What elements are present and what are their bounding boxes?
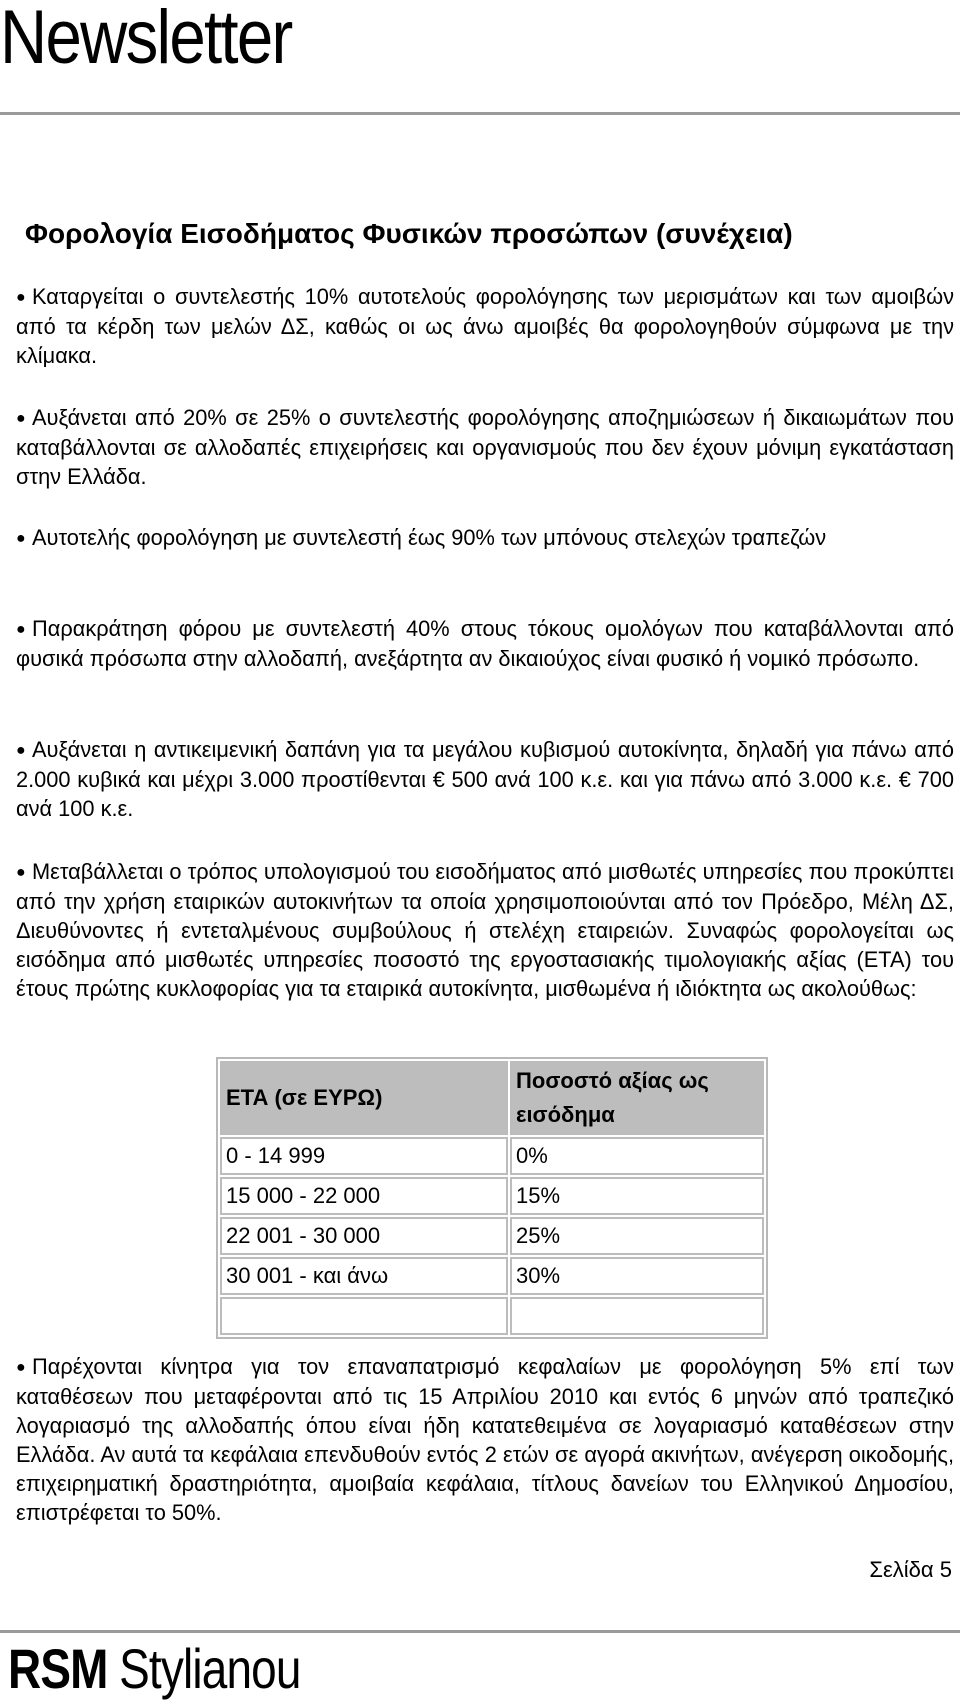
rsm-stylianou-logo bbox=[8, 1638, 301, 1700]
header-divider bbox=[0, 112, 960, 115]
bullet-icon: ● bbox=[16, 742, 26, 759]
bullet-icon: ● bbox=[16, 289, 26, 306]
paragraph-text: Παρέχονται κίνητρα για τον επαναπατρισμό κεφαλαίων με φορολόγηση 5% επί των καταθέσεων που μεταφέρονται από τις 15 Απριλίου 2010 και εντός 6 μηνών από τραπεζικό λογαριασμό της αλλοδαπής όπου είναι ήδη κατατεθειμένα σε λογαριασμό καταθέσεων στην Ελλάδα. Αν αυτά τα κεφάλαια επενδυθούν εντός 2 ετών σε αγορά ακινήτων, ανέγερση οικοδομής, επιχειρηματική δραστηριότητα, αμοιβαία κεφάλαια, τίτλους δανείων του Ελληνικού Δημοσίου, επιστρέφεται το 50%. bbox=[16, 1354, 954, 1525]
paragraph-text: Αυτοτελής φορολόγηση με συντελεστή έως 90% των μπόνους στελεχών τραπεζών bbox=[32, 525, 827, 550]
table-header-row bbox=[220, 1061, 764, 1135]
table-cell-eta: 0 - 14 999 bbox=[220, 1137, 508, 1175]
table-row-empty bbox=[220, 1297, 764, 1335]
table-cell-rate: 25% bbox=[510, 1217, 764, 1255]
paragraph-text: Αυξάνεται από 20% σε 25% ο συντελεστής φορολόγησης αποζημιώσεων ή δικαιωμάτων που καταβάλλονται σε αλλοδαπές επιχειρήσεις και οργανισμούς που δεν έχουν μόνιμη εγκατάσταση στην Ελλάδα. bbox=[16, 405, 954, 489]
logo-rsm-text: RSM bbox=[8, 1637, 108, 1700]
table-row bbox=[220, 1217, 764, 1255]
table-cell-rate: 15% bbox=[510, 1177, 764, 1215]
bullet-icon: ● bbox=[16, 410, 26, 427]
bullet-paragraph-1 bbox=[16, 282, 954, 370]
table-row bbox=[220, 1177, 764, 1215]
table-row bbox=[220, 1137, 764, 1175]
bullet-icon: ● bbox=[16, 1359, 26, 1376]
bullet-paragraph-2 bbox=[16, 403, 954, 491]
eta-rate-table bbox=[216, 1057, 768, 1339]
bullet-icon: ● bbox=[16, 530, 26, 547]
table-cell-eta bbox=[220, 1297, 508, 1335]
paragraph-text: Μεταβάλλεται ο τρόπος υπολογισμού του εισοδήματος από μισθωτές υπηρεσίες που προκύπτει από την χρήση εταιρικών αυτοκινήτων τα οποία χρησιμοποιούνται από τον Πρόεδρο, Μέλη ΔΣ, Διευθύνοντες ή εντεταλμένους συμβούλους ή στελέχη εταιρειών. Συναφώς φορολογείται ως εισόδημα από μισθωτές υπηρεσίες ποσοστό της εργοστασιακής τιμολογιακής αξίας (ΕΤΑ) του έτους πρώτης κυκλοφορίας για τα εταιρικά αυτοκίνητα, μισθωμένα ή ιδιόκτητα ως ακολούθως: bbox=[16, 859, 954, 1001]
bullet-paragraph-5 bbox=[16, 735, 954, 823]
table-cell-eta: 22 001 - 30 000 bbox=[220, 1217, 508, 1255]
paragraph-text: Παρακράτηση φόρου με συντελεστή 40% στους τόκους ομολόγων που καταβάλλονται από φυσικά πρόσωπα στην αλλοδαπή, ανεξάρτητα αν δικαιούχος είναι φυσικό ή νομικό πρόσωπο. bbox=[16, 616, 954, 671]
page-number: Σελίδα 5 bbox=[869, 1557, 952, 1582]
bullet-paragraph-7 bbox=[16, 1352, 954, 1527]
section-title: Φορολογία Εισοδήματος Φυσικών προσώπων (συνέχεια) bbox=[25, 218, 793, 249]
bullet-icon: ● bbox=[16, 621, 26, 638]
bullet-icon: ● bbox=[16, 864, 26, 881]
newsletter-title: Newsletter bbox=[0, 0, 292, 80]
table-cell-eta: 30 001 - και άνω bbox=[220, 1257, 508, 1295]
logo-stylianou-text: Stylianou bbox=[119, 1637, 301, 1700]
footer-divider bbox=[0, 1630, 960, 1633]
table-cell-rate: 30% bbox=[510, 1257, 764, 1295]
bullet-paragraph-3 bbox=[16, 523, 954, 553]
table-header-rate: Ποσοστό αξίας ως εισόδημα bbox=[510, 1061, 764, 1135]
table-row bbox=[220, 1257, 764, 1295]
table-cell-eta: 15 000 - 22 000 bbox=[220, 1177, 508, 1215]
bullet-paragraph-6 bbox=[16, 857, 954, 1003]
table-header-eta: ΕΤΑ (σε ΕΥΡΩ) bbox=[220, 1061, 508, 1135]
bullet-paragraph-4 bbox=[16, 614, 954, 673]
paragraph-text: Αυξάνεται η αντικειμενική δαπάνη για τα μεγάλου κυβισμού αυτοκίνητα, δηλαδή για πάνω από 2.000 κυβικά και μέχρι 3.000 προστίθενται € 500 ανά 100 κ.ε. και για πάνω από 3.000 κ.ε. € 700 ανά 100 κ.ε. bbox=[16, 737, 954, 821]
table-cell-rate: 0% bbox=[510, 1137, 764, 1175]
paragraph-text: Καταργείται ο συντελεστής 10% αυτοτελούς φορολόγησης των μερισμάτων και των αμοιβών από τα κέρδη των μελών ΔΣ, καθώς οι ως άνω αμοιβές θα φορολογηθούν σύμφωνα με την κλίμακα. bbox=[16, 284, 954, 368]
table-cell-rate bbox=[510, 1297, 764, 1335]
